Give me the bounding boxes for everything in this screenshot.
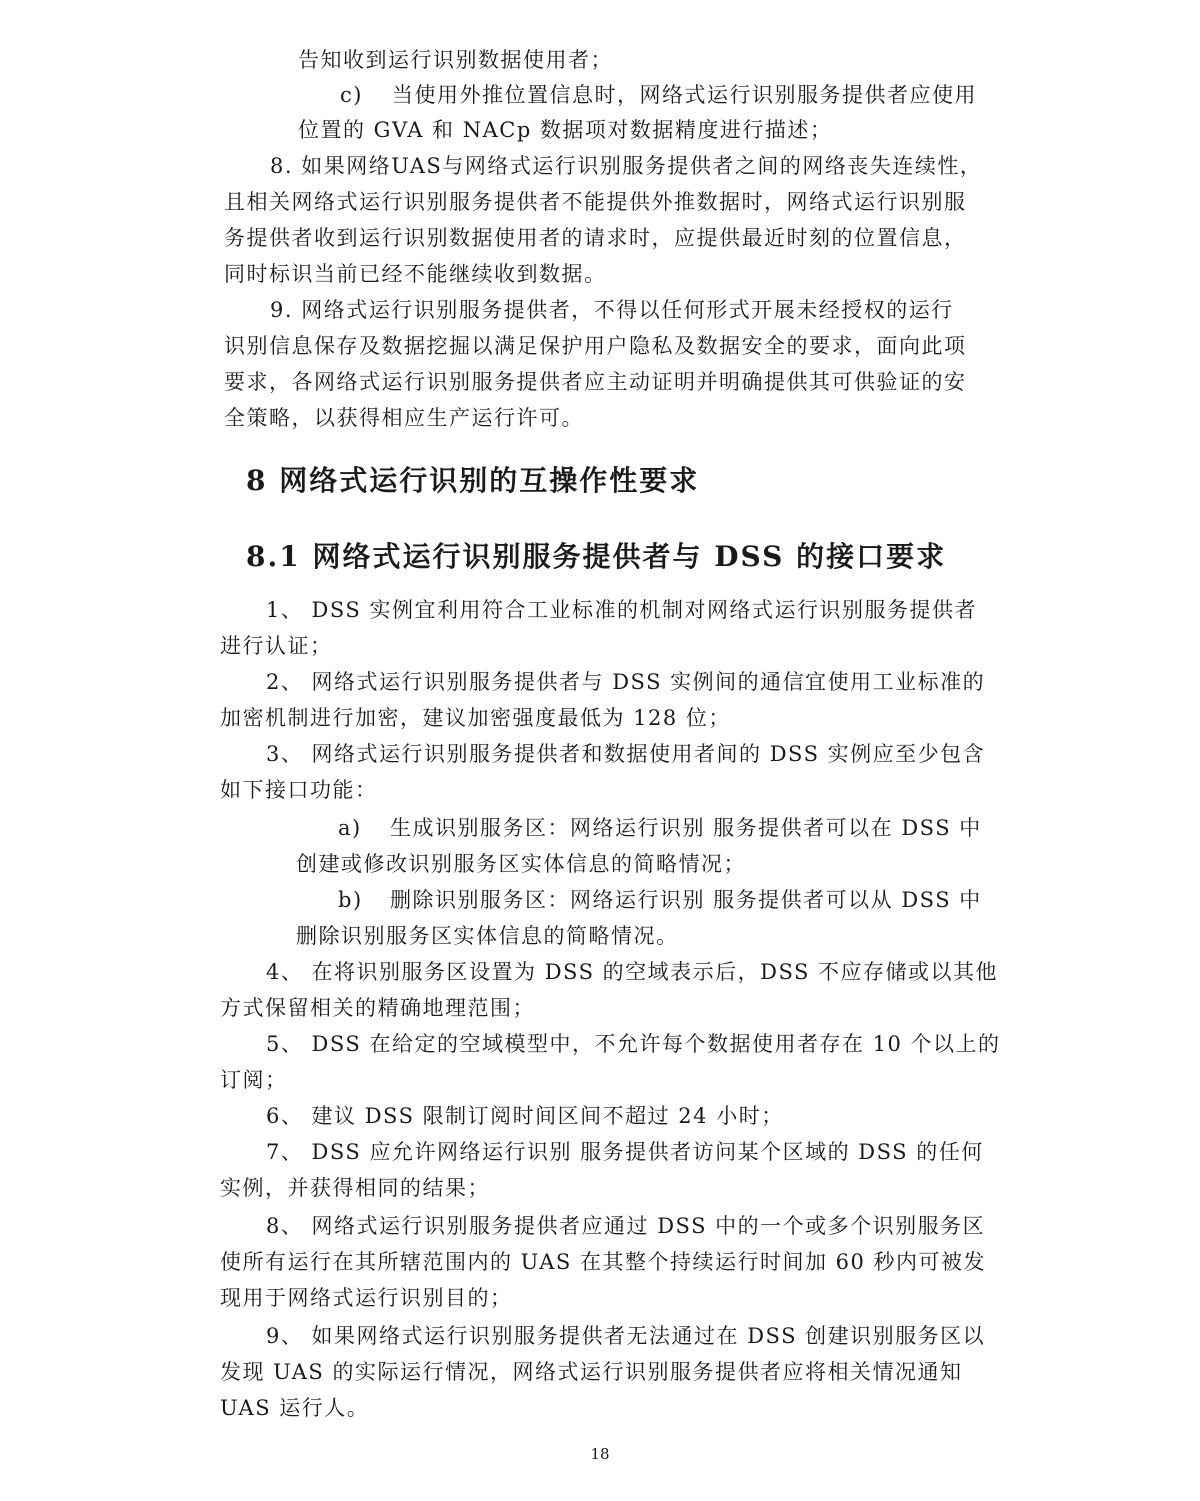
text-line: 8、 网络式运行识别服务提供者应通过 DSS 中的一个或多个识别服务区 xyxy=(266,1214,986,1238)
text-line: 如下接口功能： xyxy=(220,778,378,802)
list-item-c xyxy=(340,77,1020,113)
text-line: 位置的 GVA 和 NACp 数据项对数据精度进行描述； xyxy=(298,118,833,142)
text-line: 创建或修改识别服务区实体信息的简略情况； xyxy=(296,852,746,876)
text-line: 删除识别服务区：网络运行识别 服务提供者可以从 DSS 中 xyxy=(390,888,982,912)
text-line: 4、 在将识别服务区设置为 DSS 的空域表示后，DSS 不应存储或以其他 xyxy=(266,960,999,984)
list-item-a xyxy=(338,810,1028,846)
text-line: 务提供者收到运行识别数据使用者的请求时，应提供最近时刻的位置信息， xyxy=(224,226,967,250)
text-line: 5、 DSS 在给定的空域模型中，不允许每个数据使用者存在 10 个以上的 xyxy=(266,1032,1001,1056)
list-marker: c) xyxy=(340,83,363,107)
text-line: 同时标识当前已经不能继续收到数据。 xyxy=(224,262,607,286)
list-marker: a) xyxy=(338,816,362,840)
text-line: 识别信息保存及数据挖掘以满足保护用户隐私及数据安全的要求，面向此项 xyxy=(224,334,967,358)
text-line: UAS 运行人。 xyxy=(220,1396,370,1420)
text-line: 当使用外推位置信息时，网络式运行识别服务提供者应使用 xyxy=(392,83,977,107)
text-line: 加密机制进行加密，建议加密强度最低为 128 位； xyxy=(220,706,731,730)
text-line: 方式保留相关的精确地理范围； xyxy=(220,996,535,1020)
text-line: 生成识别服务区：网络运行识别 服务提供者可以在 DSS 中 xyxy=(390,816,982,840)
subsection-heading: 8.1 网络式运行识别服务提供者与 DSS 的接口要求 xyxy=(246,540,947,573)
text-line: 1、 DSS 实例宜利用符合工业标准的机制对网络式运行识别服务提供者 xyxy=(266,598,977,622)
text-line: 6、 建议 DSS 限制订阅时间区间不超过 24 小时； xyxy=(266,1104,784,1128)
text-line: 全策略，以获得相应生产运行许可。 xyxy=(224,406,584,430)
text-line: 使所有运行在其所辖范围内的 UAS 在其整个持续运行时间加 60 秒内可被发 xyxy=(220,1250,987,1274)
text-line: 2、 网络式运行识别服务提供者与 DSS 实例间的通信宜使用工业标准的 xyxy=(266,670,986,694)
page-number: 18 xyxy=(590,1445,610,1463)
text-line: 实例，并获得相同的结果； xyxy=(220,1176,490,1200)
text-line: 告知收到运行识别数据使用者； xyxy=(298,48,613,72)
list-item-b xyxy=(338,882,1028,918)
text-line: 且相关网络式运行识别服务提供者不能提供外推数据时，网络式运行识别服 xyxy=(224,190,967,214)
text-line: 9. 网络式运行识别服务提供者，不得以任何形式开展未经授权的运行 xyxy=(270,298,954,322)
text-line: 9、 如果网络式运行识别服务提供者无法通过在 DSS 创建识别服务区以 xyxy=(266,1324,986,1348)
list-marker: b) xyxy=(338,888,363,912)
text-line: 7、 DSS 应允许网络运行识别 服务提供者访问某个区域的 DSS 的任何 xyxy=(266,1140,984,1164)
text-line: 8. 如果网络UAS与网络式运行识别服务提供者之间的网络丧失连续性， xyxy=(270,154,983,178)
section-heading: 8 网络式运行识别的互操作性要求 xyxy=(246,464,700,497)
text-line: 3、 网络式运行识别服务提供者和数据使用者间的 DSS 实例应至少包含 xyxy=(266,742,986,766)
text-line: 要求，各网络式运行识别服务提供者应主动证明并明确提供其可供验证的安 xyxy=(224,370,967,394)
text-line: 删除识别服务区实体信息的简略情况。 xyxy=(296,924,679,948)
text-line: 进行认证； xyxy=(220,634,333,658)
text-line: 现用于网络式运行识别目的； xyxy=(220,1286,513,1310)
text-line: 发现 UAS 的实际运行情况，网络式运行识别服务提供者应将相关情况通知 xyxy=(220,1360,963,1384)
text-line: 订阅； xyxy=(220,1068,288,1092)
